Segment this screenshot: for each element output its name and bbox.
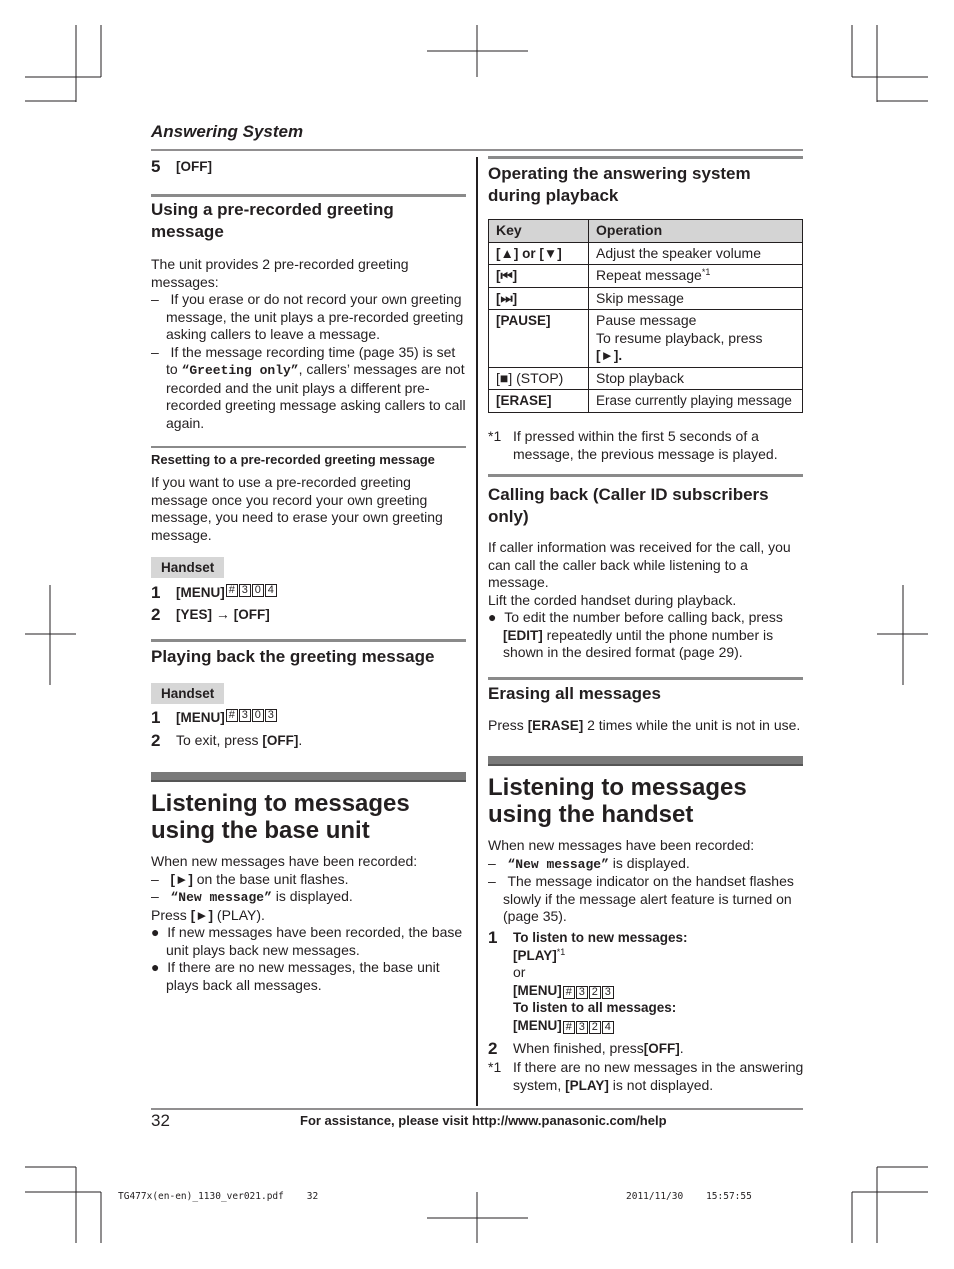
element xyxy=(513,1017,688,1035)
element: – “New message” is displayed. xyxy=(488,854,690,872)
element xyxy=(513,929,688,1034)
text: . xyxy=(679,1040,684,1056)
text: [OFF] xyxy=(233,607,270,622)
text: 2 xyxy=(589,1021,601,1034)
handset-badge: Handset xyxy=(151,557,224,578)
text: 3 xyxy=(602,986,614,999)
heading-playing-greeting: Playing back the greeting message xyxy=(151,647,435,666)
heading-erasing: Erasing all messages xyxy=(488,684,661,703)
text: on the base unit flashes. xyxy=(192,870,349,887)
text: To listen to all messages: xyxy=(513,1000,677,1015)
text: [■] (STOP) xyxy=(489,367,589,390)
text: [MENU] xyxy=(513,982,562,998)
section-bar xyxy=(151,772,466,782)
text: → xyxy=(215,606,230,622)
table-row xyxy=(489,367,803,390)
text: Stop playback xyxy=(589,367,803,390)
text: 3 xyxy=(576,986,588,999)
table-row xyxy=(489,242,803,265)
heading-base-unit: Listening to messages using the base unit xyxy=(151,790,410,844)
divider xyxy=(151,639,466,642)
text: 1 xyxy=(151,583,161,602)
text: The message indicator on the handset flashes slowly if the message alert feature is turned on (page 35). xyxy=(503,873,794,924)
text: *1 xyxy=(488,1059,502,1075)
text: [YES] xyxy=(176,607,213,622)
text: 3 xyxy=(239,584,251,597)
element xyxy=(151,907,467,925)
element xyxy=(513,947,688,965)
text: 2 xyxy=(488,1039,498,1058)
text: If you erase or do not record your own greeting message, the unit plays a pre-recorded greeting asking callers to leave a message. xyxy=(166,291,464,342)
text: When finished, press xyxy=(513,1040,644,1056)
text: Erase currently playing message xyxy=(589,390,803,413)
handset-badge: Handset xyxy=(151,683,224,704)
table-row xyxy=(489,265,803,288)
reset-text: If you want to use a pre-recorded greeting message once you record your own greeting message, you need to erase your own greeting message. xyxy=(151,474,443,543)
step-2 xyxy=(151,606,270,624)
text: [⏮] xyxy=(489,265,589,288)
element xyxy=(589,310,803,368)
divider xyxy=(488,677,803,680)
handset-body xyxy=(488,837,804,926)
text: [►] xyxy=(170,871,193,887)
text: “New message” xyxy=(170,890,272,905)
base-unit-body xyxy=(151,853,467,994)
print-date: 2011/11/30 15:57:55 xyxy=(626,1191,752,1202)
text: [PLAY] xyxy=(565,1077,609,1093)
element: ● To edit the number before calling back, press [EDIT] repeatedly until the phone number is shown in the desired format (page 29). xyxy=(488,609,783,660)
text: is displayed. xyxy=(608,854,690,871)
print-file-info: TG477x(en-en)_1130_ver021.pdf 32 xyxy=(118,1191,319,1202)
text: [MENU] xyxy=(176,710,225,725)
table-row xyxy=(489,310,803,368)
text: *1 xyxy=(488,428,502,444)
footnote xyxy=(488,428,804,463)
text: [►]. xyxy=(596,348,623,363)
text: 1 xyxy=(151,708,161,727)
section-header: Answering System xyxy=(151,122,304,141)
heading-pre-recorded: Using a pre-recorded greeting message xyxy=(151,200,394,241)
key-operation-table xyxy=(488,219,803,413)
erasing-text xyxy=(488,717,804,735)
text: To listen to new messages: xyxy=(513,930,688,945)
text: , callers’ messages are not recorded and the unit plays a different pre-recorded greeting message asking callers to call again. xyxy=(166,361,466,431)
list-item: – If the message recording time (page 35) is set to “Greeting only”, callers’ messages are not recorded and the unit plays a different pre-recorded greeting message asking callers to call again. xyxy=(151,343,466,431)
text: *1 xyxy=(701,267,711,277)
text: If pressed within the first 5 seconds of a message, the previous message is played. xyxy=(513,428,778,462)
text: “Greeting only” xyxy=(181,363,299,378)
text: [ERASE] xyxy=(527,718,584,733)
text: # xyxy=(226,584,238,597)
column-header-key: Key xyxy=(489,220,589,243)
text: 3 xyxy=(265,709,277,722)
text: 3 xyxy=(576,1021,588,1034)
text: Pause message xyxy=(596,312,697,328)
text: To exit, press xyxy=(176,732,259,748)
text: is not displayed. xyxy=(608,1076,714,1093)
text: [PAUSE] xyxy=(489,310,589,368)
text: Repeat message xyxy=(596,267,702,283)
step-1 xyxy=(151,584,277,602)
text: 1 xyxy=(488,928,498,947)
element: – “New message” is displayed. xyxy=(151,888,353,905)
text: . xyxy=(298,732,303,748)
section-bar xyxy=(488,756,803,766)
text: 0 xyxy=(252,584,264,597)
element: ● If new messages have been recorded, the base unit plays back new messages. xyxy=(151,924,463,958)
element xyxy=(513,1059,804,1094)
table-row xyxy=(489,287,803,310)
help-link-text: For assistance, please visit http://www.panasonic.com/help xyxy=(300,1113,667,1128)
text: repeatedly until the phone number is shown in the desired format (page 29). xyxy=(503,626,774,660)
text: When new messages have been recorded: xyxy=(151,853,418,869)
text: Adjust the speaker volume xyxy=(589,242,803,265)
text: *1 xyxy=(556,946,566,957)
text: # xyxy=(563,1021,575,1034)
text: [OFF] xyxy=(262,733,299,748)
text: [MENU] xyxy=(513,1017,562,1033)
step-1 xyxy=(151,709,277,727)
text: # xyxy=(563,986,575,999)
text: 2 xyxy=(151,605,161,624)
step-1 xyxy=(488,929,688,1034)
text: [►] xyxy=(190,907,214,923)
text: Skip message xyxy=(589,287,803,310)
text: (PLAY). xyxy=(213,906,265,923)
text: When new messages have been recorded: xyxy=(488,837,755,853)
text: [OFF] xyxy=(643,1041,680,1056)
column-header-operation: Operation xyxy=(589,220,803,243)
text: 2 times while the unit is not in use. xyxy=(583,717,801,733)
text: If new messages have been recorded, the base unit plays back new messages. xyxy=(166,924,463,958)
text: is displayed. xyxy=(271,888,353,904)
text: 4 xyxy=(602,1021,614,1034)
text: [⏭] xyxy=(489,287,589,310)
text: To resume playback, press xyxy=(596,329,763,346)
step-5 xyxy=(151,158,212,176)
text: 2 xyxy=(151,731,161,750)
text: [MENU] xyxy=(176,585,225,600)
text: 4 xyxy=(265,584,277,597)
element: – The message indicator on the handset flashes slowly if the message alert feature is turned on (page 35). xyxy=(488,873,794,924)
text: # xyxy=(226,709,238,722)
text: 0 xyxy=(252,709,264,722)
heading-operating: Operating the answering system during playback xyxy=(488,164,751,205)
divider xyxy=(488,156,803,159)
off-key: [OFF] xyxy=(176,159,212,174)
text: Press xyxy=(151,906,191,923)
text: If caller information was received for the call, you can call the caller back while listening to a message. xyxy=(488,539,791,590)
divider xyxy=(151,194,466,197)
list-item: – If you erase or do not record your own greeting message, the unit plays a pre-recorded greeting asking callers to leave a message. xyxy=(151,291,464,342)
text: or xyxy=(513,964,526,980)
element xyxy=(513,982,688,1000)
subheading-reset: Resetting to a pre-recorded greeting message xyxy=(151,452,435,467)
heading-handset: Listening to messages using the handset xyxy=(488,774,747,828)
pre-recorded-body xyxy=(151,256,467,432)
text: [ERASE] xyxy=(489,390,589,413)
element: – [►] on the base unit flashes. xyxy=(151,870,349,887)
element xyxy=(489,220,803,413)
text: 2 xyxy=(589,986,601,999)
element: ● If there are no new messages, the base unit plays back all messages. xyxy=(151,959,440,993)
text: Lift the corded handset during playback. xyxy=(488,591,737,608)
page-number: 32 xyxy=(151,1111,170,1130)
calling-back-body xyxy=(488,539,804,662)
element xyxy=(589,265,803,288)
text: If the message recording time (page 35) is set to xyxy=(166,343,456,377)
text: “New message” xyxy=(507,856,609,872)
text: [EDIT] xyxy=(503,627,543,643)
table-row xyxy=(489,390,803,413)
divider xyxy=(151,446,466,448)
text: [▲] or [▼] xyxy=(489,242,589,265)
text: If there are no new messages, the base unit plays back all messages. xyxy=(166,959,440,993)
intro-text: The unit provides 2 pre-recorded greeting messages: xyxy=(151,256,409,290)
step-2 xyxy=(151,732,302,750)
step-2 xyxy=(488,1040,684,1058)
text: 3 xyxy=(239,709,251,722)
text: If there are no new messages in the answering system, xyxy=(513,1059,804,1093)
element xyxy=(489,220,803,243)
footnote xyxy=(488,1059,804,1094)
element xyxy=(488,219,803,413)
text: To edit the number before calling back, press xyxy=(504,609,783,625)
step-number: 5 xyxy=(151,157,161,176)
text: Press xyxy=(488,717,528,733)
divider xyxy=(488,474,803,477)
text: [PLAY] xyxy=(513,947,557,963)
heading-calling-back: Calling back (Caller ID subscribers only) xyxy=(488,485,769,526)
